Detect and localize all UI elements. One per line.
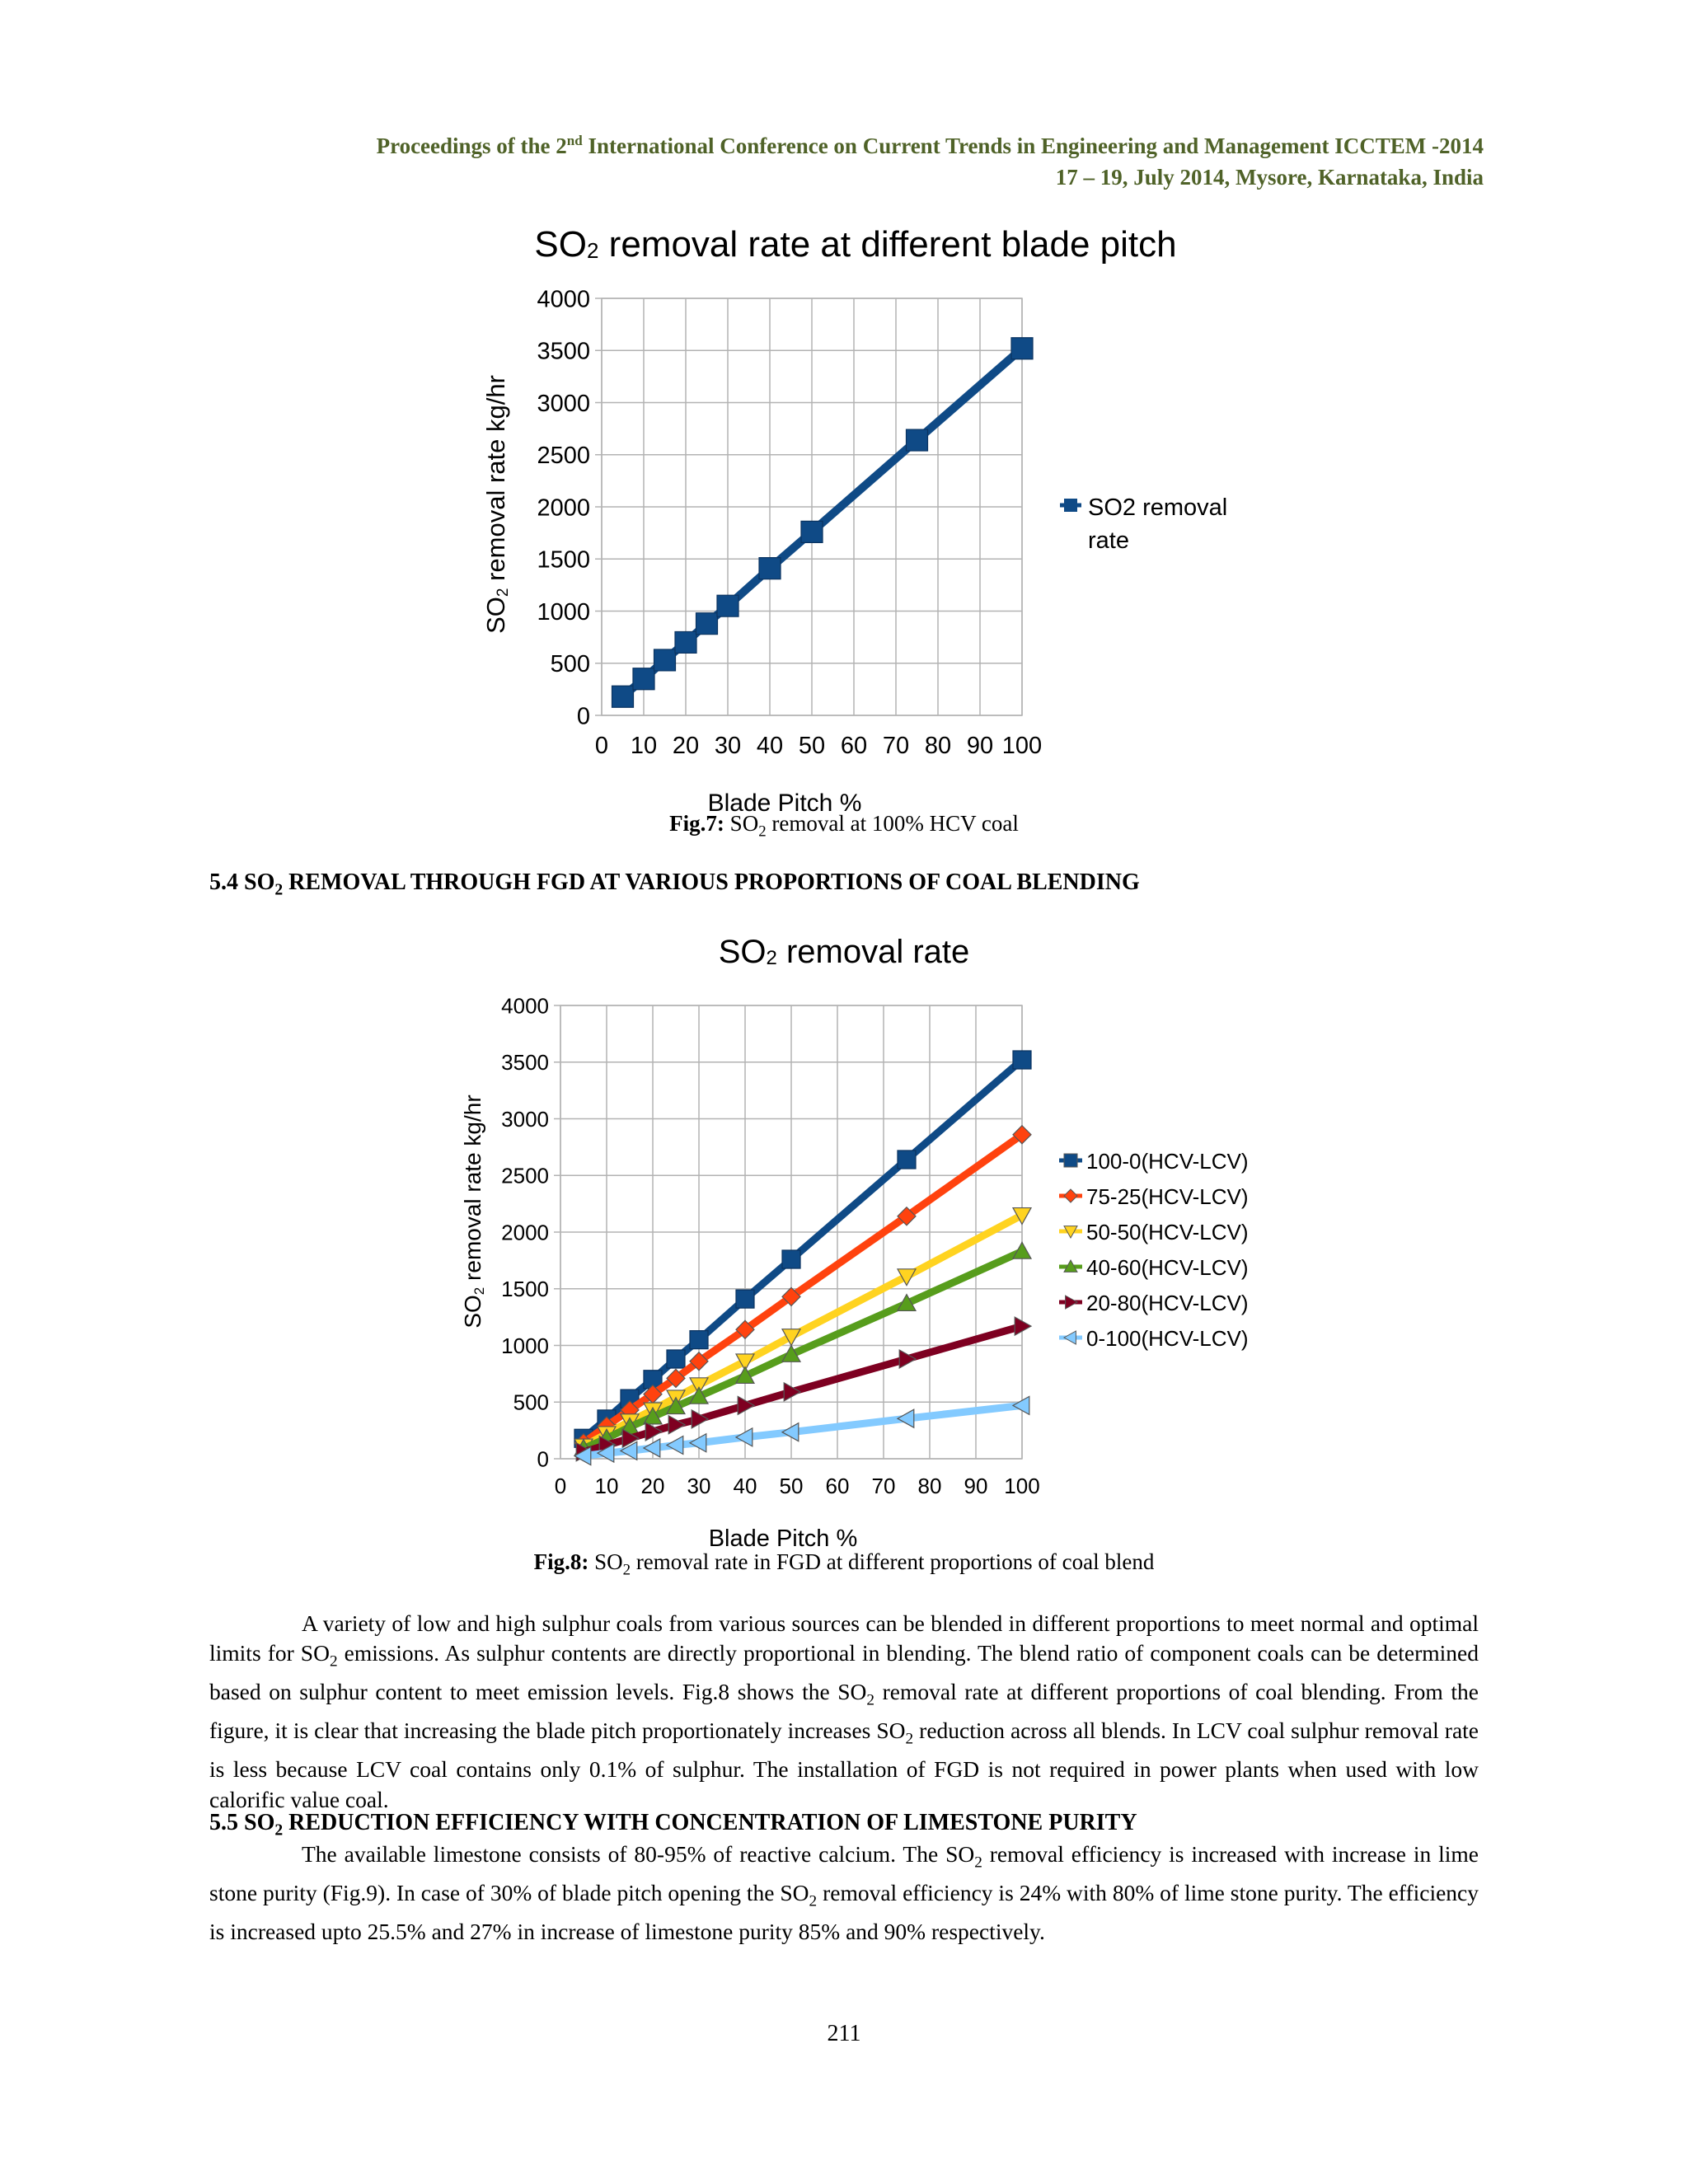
c2-ytick-label: 1000 [501, 1333, 549, 1358]
c2-ytick-label: 0 [537, 1446, 549, 1472]
c1-xtick-label: 40 [756, 733, 784, 759]
c1-ytick-label: 0 [576, 703, 590, 730]
c2-ytick-label: 3000 [501, 1106, 549, 1132]
c2-ytick-label: 1500 [501, 1277, 549, 1302]
legend-label: 20-80(HCV-LCV) [1086, 1291, 1249, 1315]
fig7-caption: Fig.7: $SO_2$ removal at 100% HCV coal [669, 811, 1019, 841]
c1-ytick-label: 500 [550, 651, 590, 678]
c2-xtick-label: 30 [687, 1474, 711, 1498]
header-line-1: Proceedings of the 2nd International Conference on Current Trends in Engineering and Management ICCTEM -2014 [376, 133, 1484, 158]
c2-ytick-label: 3500 [501, 1050, 549, 1076]
c2-xtick-label: 100 [1004, 1474, 1040, 1498]
paragraph-blending: A variety of low and high sulphur coals from various sources can be blended in different proportions to meet normal and optimal limits for $SO_2$ emissions. As sulphur contents are directly proportional in blending. The blend ratio of component coals can be determined based on sulphur content to meet emission levels. Fig.8 shows the $SO_2$ removal rate at different proportions of coal blending. From the figure, it is clear that increasing the blade pitch proportionately increases $SO_2$ reduction across all blends. In LCV coal sulphur removal rate is less because LCV coal contains only 0.1% of sulphur. The installation of FGD is not required in power plants when used with low calorific value coal. [209, 1610, 1479, 1812]
c1-xtick-label: 0 [594, 733, 609, 759]
c1-xtick-label: 90 [966, 733, 994, 759]
legend-marker [1064, 1154, 1077, 1167]
legend-marker [1066, 1296, 1077, 1309]
chart1-title: SO2 removal rate at different blade pitch [534, 224, 1177, 265]
c2-ytick-label: 4000 [501, 993, 549, 1019]
c2-series-0-point [782, 1250, 800, 1268]
c2-xtick-label: 70 [871, 1474, 896, 1498]
c2-xtick-label: 90 [964, 1474, 988, 1498]
c2-xtick-label: 60 [825, 1474, 850, 1498]
c2-ytick-label: 500 [513, 1390, 549, 1415]
c2-xtick-label: 80 [917, 1474, 942, 1498]
legend-label-1: SO2 removal [1088, 494, 1228, 521]
paragraph-limestone: The available limestone consists of 80-95% of reactive calcium. The $SO_2$ removal efficiency is increased with increase in lime stone purity (Fig.9). In case of 30% of blade pitch opening the $SO_2$ removal efficiency is 24% with 80% of lime stone purity. The efficiency is increased upto 25.5% and 27% in increase of limestone purity 85% and 90% respectively. [209, 1841, 1479, 1944]
fig8-caption: Fig.8: $SO_2$ removal rate in FGD at different proportions of coal blend [533, 1549, 1155, 1579]
chart2-xlabel: Blade Pitch % [708, 1526, 858, 1552]
c1-ytick-label: 2000 [537, 494, 590, 522]
c2-ytick-label: 2000 [501, 1220, 549, 1245]
c1-ytick-label: 1000 [537, 598, 590, 626]
legend-label-2: rate [1088, 527, 1129, 554]
legend-marker [1064, 1189, 1077, 1202]
c1-xtick-label: 80 [924, 733, 952, 759]
legend-label: 0-100(HCV-LCV) [1086, 1326, 1249, 1351]
c1-xtick-label: 50 [798, 733, 826, 759]
c1-xtick-label: 20 [672, 733, 700, 759]
legend-label: 50-50(HCV-LCV) [1086, 1220, 1249, 1244]
c2-series-0-point [736, 1290, 754, 1308]
c1-xtick-label: 30 [714, 733, 742, 759]
chart1-xlabel: Blade Pitch % [707, 790, 862, 817]
c1-xtick-label: 60 [840, 733, 868, 759]
c1-ytick-label: 3500 [537, 338, 590, 365]
header-line-2: 17 – 19, July 2014, Mysore, Karnataka, India [1055, 165, 1484, 190]
c2-xtick-label: 50 [779, 1474, 804, 1498]
c2-series-0-point [1013, 1051, 1031, 1069]
chart1-ylabel: SO2 removal rate kg/hr [481, 375, 512, 634]
c2-xtick-label: 40 [733, 1474, 757, 1498]
c2-series-0-point [690, 1331, 708, 1349]
c2-series-4-point [1015, 1317, 1031, 1335]
c1-xtick-label: 70 [882, 733, 910, 759]
page-number: 211 [827, 2021, 861, 2046]
legend-marker [1064, 1331, 1076, 1344]
c1-ytick-label: 4000 [537, 286, 590, 313]
section-5-4-heading: 5.4 $SO_2$ REMOVAL THROUGH FGD AT VARIOUS PROPORTIONS OF COAL BLENDING [209, 869, 1140, 899]
c1-xtick-label: 10 [630, 733, 658, 759]
chart2-title: SO2 removal rate [718, 934, 970, 970]
c2-series-0-point [667, 1350, 685, 1368]
c1-ytick-label: 2500 [537, 443, 590, 470]
c2-xtick-label: 10 [594, 1474, 619, 1498]
c1-xtick-label: 100 [1001, 733, 1043, 759]
c1-ytick-label: 3000 [537, 390, 590, 417]
section-5-5-heading: 5.5 $SO_2$ REDUCTION EFFICIENCY WITH CONCENTRATION OF LIMESTONE PURITY [209, 1810, 1137, 1840]
c1-ytick-label: 1500 [537, 546, 590, 574]
legend-label: 100-0(HCV-LCV) [1086, 1149, 1249, 1174]
legend-label: 40-60(HCV-LCV) [1086, 1255, 1249, 1280]
chart2-legend [1059, 1149, 1249, 1351]
c2-xtick-label: 0 [554, 1474, 567, 1498]
c2-series-0-point [898, 1151, 916, 1169]
chart2-ylabel: SO2 removal rate kg/hr [460, 1094, 487, 1329]
c2-xtick-label: 20 [640, 1474, 665, 1498]
legend-label: 75-25(HCV-LCV) [1086, 1184, 1249, 1209]
c2-ytick-label: 2500 [501, 1163, 549, 1188]
